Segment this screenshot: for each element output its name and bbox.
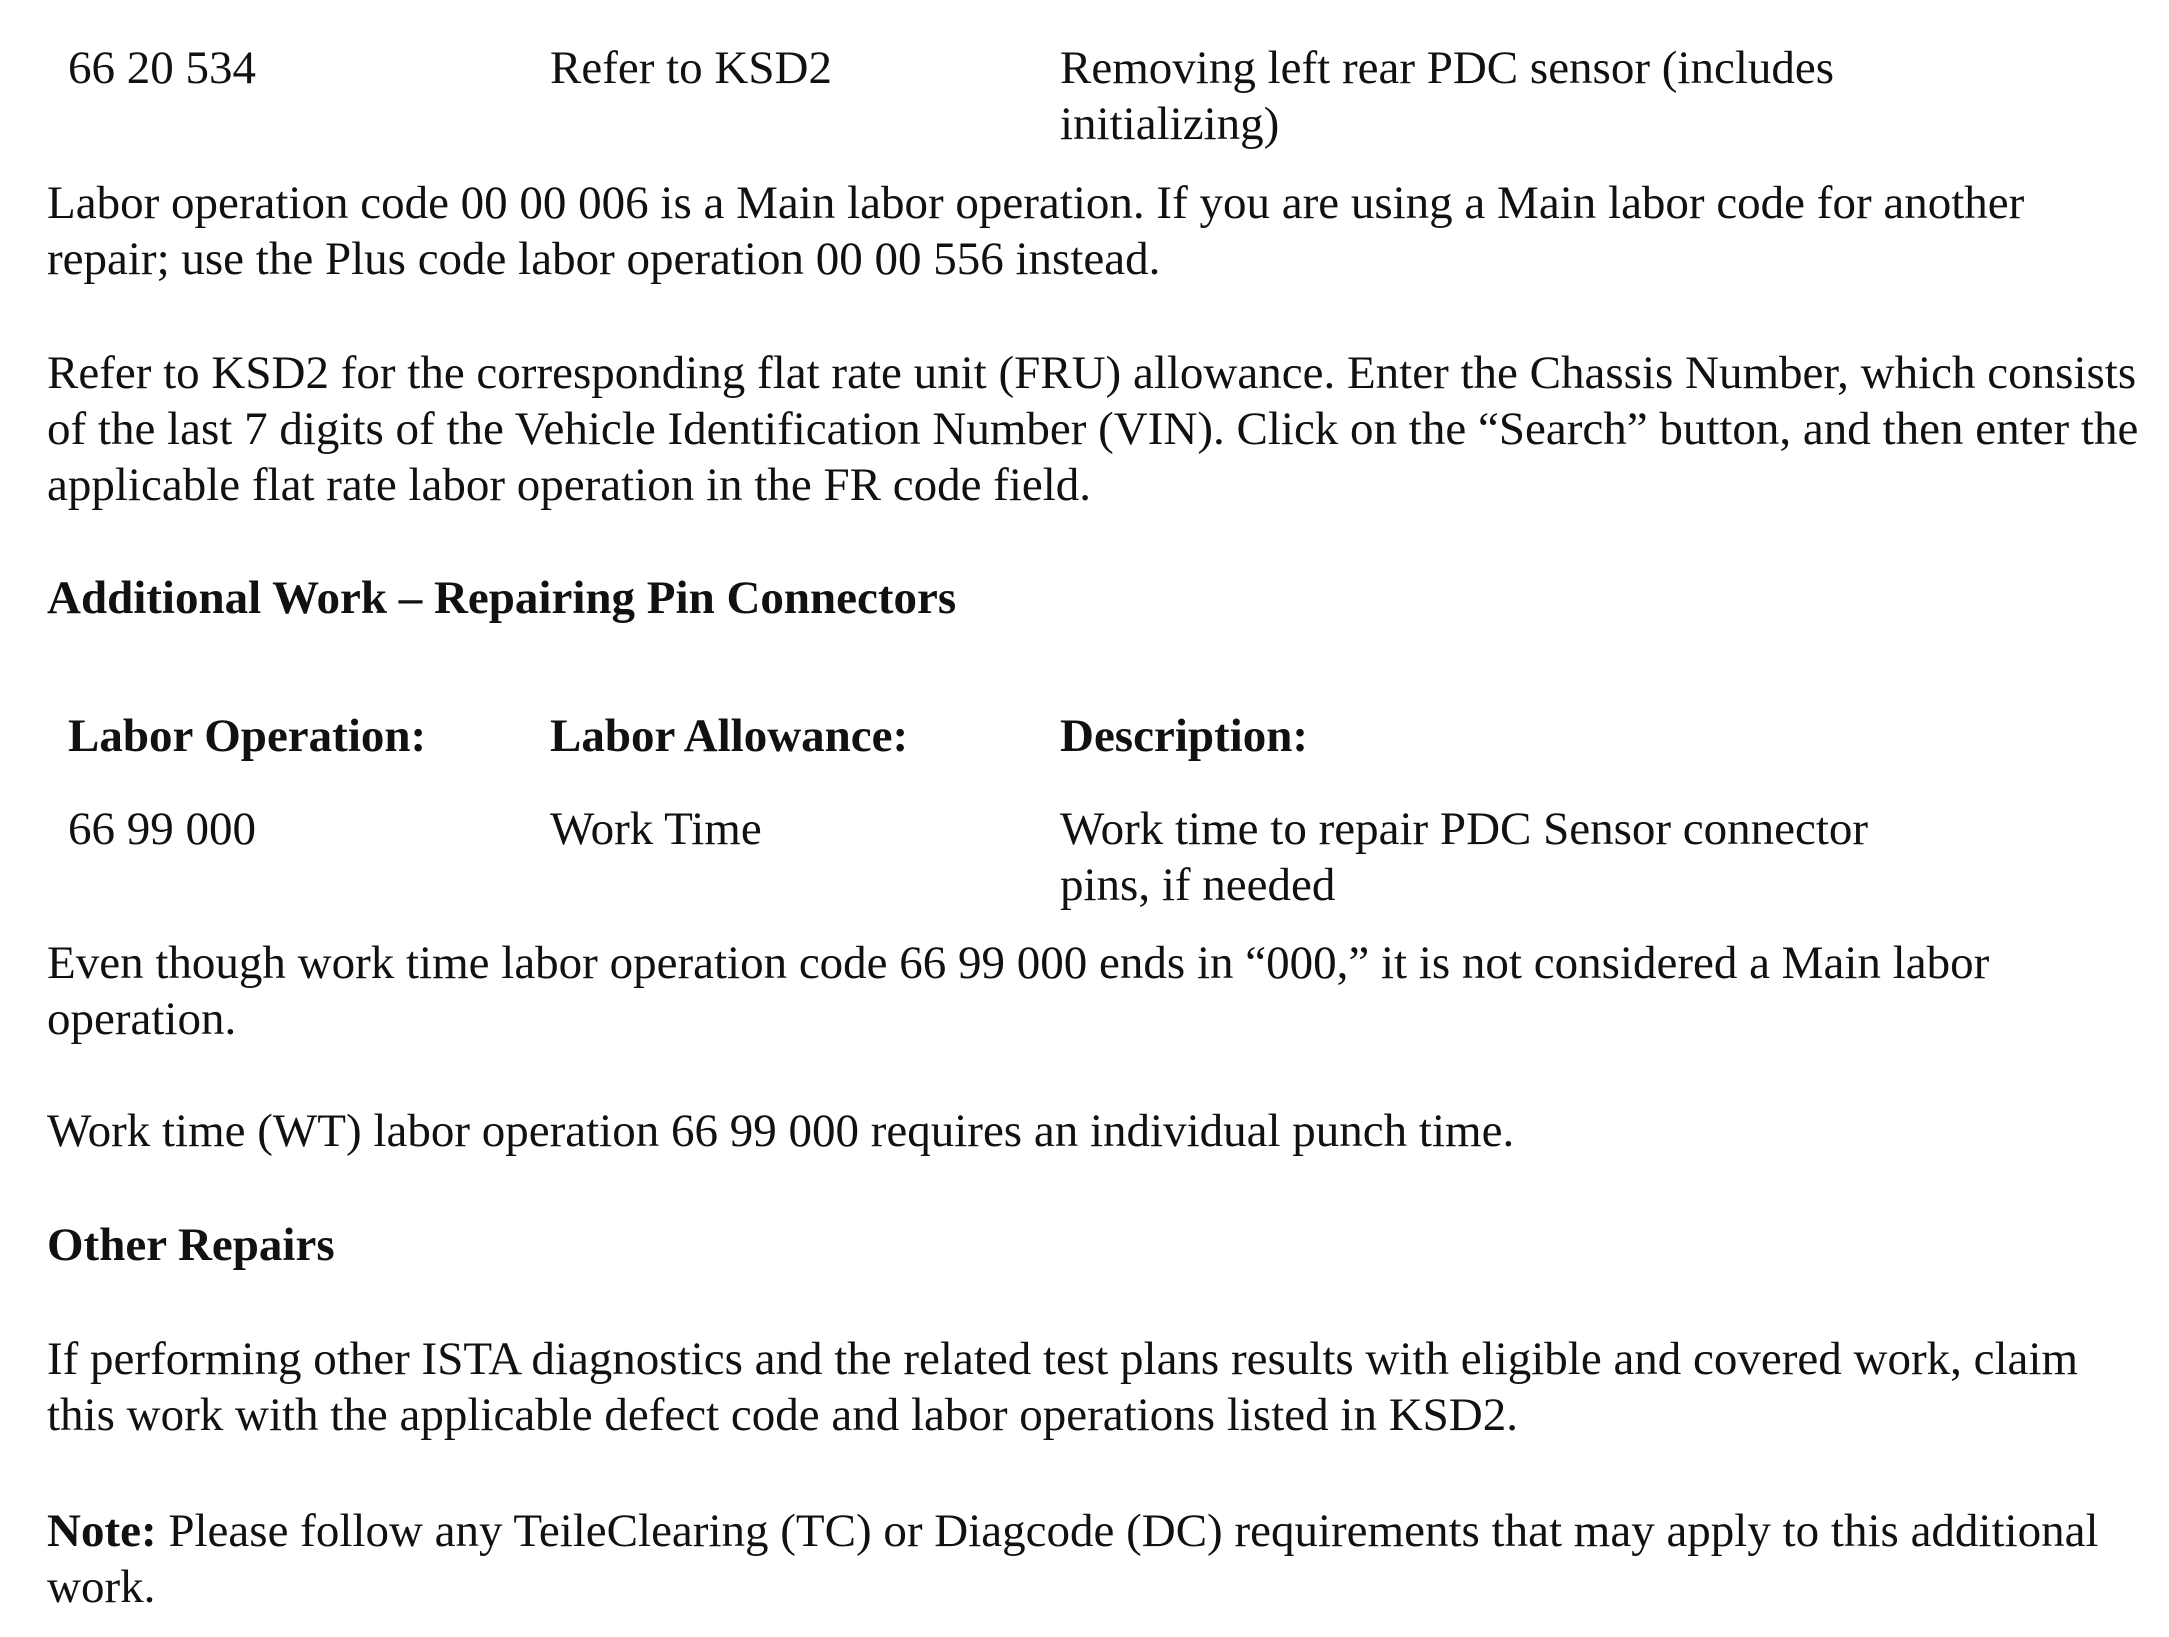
other-repairs-heading: Other Repairs xyxy=(47,1219,335,1271)
additional-work-heading: Additional Work – Repairing Pin Connectors xyxy=(47,572,957,624)
main-code-paragraph: Labor operation code 00 00 006 is a Main labor operation. If you are using a Main labor code for another repair; use the Plus code labor operation 00 00 556 instead. xyxy=(47,177,2025,285)
labor-allowance-cell: Refer to KSD2 xyxy=(550,42,832,94)
labor-description-cell: Removing left rear PDC sensor (includes initializing) xyxy=(1060,42,1835,150)
header-labor-allowance: Labor Allowance: xyxy=(550,710,909,762)
header-labor-operation: Labor Operation: xyxy=(68,710,427,762)
other-repairs-paragraph: If performing other ISTA diagnostics and the related test plans results with eligible and covered work, claim this work with the applicable defect code and labor operations listed in KSD2. xyxy=(47,1333,2079,1441)
ksd2-paragraph: Refer to KSD2 for the corresponding flat rate unit (FRU) allowance. Enter the Chassis Number, which consists of the last 7 digits of the Vehicle Identification Number (VIN). Click on the “Search” button, and then enter the applicable flat rate labor operation in the FR code field. xyxy=(47,347,2139,511)
note-label: Note: xyxy=(47,1505,157,1557)
note-text: Please follow any TeileClearing (TC) or Diagcode (DC) requirements that may apply to this additional work. xyxy=(47,1505,2099,1613)
labor-description-cell: Work time to repair PDC Sensor connector pins, if needed xyxy=(1060,803,1869,911)
labor-operation-cell: 66 99 000 xyxy=(68,803,256,855)
labor-operation-cell: 66 20 534 xyxy=(68,42,256,94)
work-time-paragraph: Work time (WT) labor operation 66 99 000 requires an individual punch time. xyxy=(47,1105,1515,1157)
labor-allowance-cell: Work Time xyxy=(550,803,762,855)
header-description: Description: xyxy=(1060,710,1309,762)
note-paragraph xyxy=(47,1503,2147,1615)
even-though-paragraph: Even though work time labor operation code 66 99 000 ends in “000,” it is not considered a Main labor operation. xyxy=(47,937,1990,1045)
